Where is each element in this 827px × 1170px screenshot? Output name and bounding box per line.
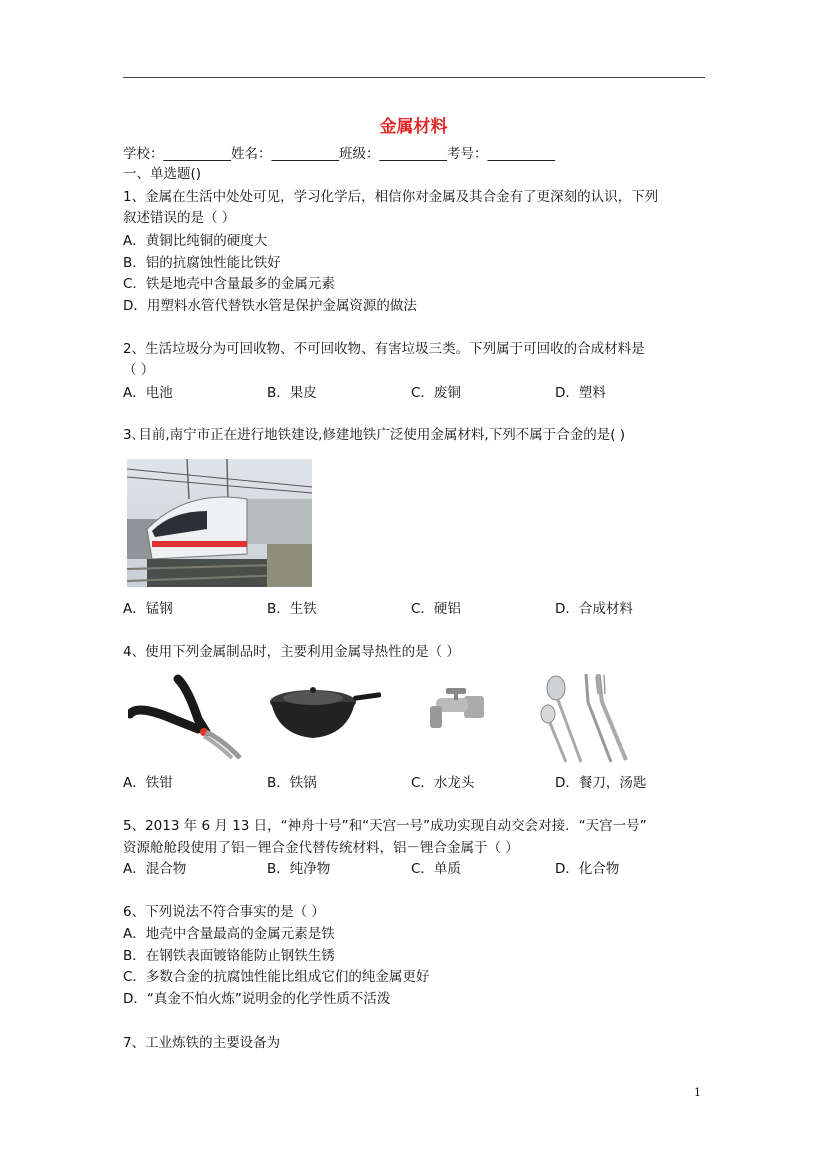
q5-option-a: A．混合物 (123, 861, 187, 877)
q4-option-c: C．水龙头 (411, 775, 475, 791)
wok-photo (268, 680, 383, 745)
q2-option-a: A．电池 (123, 385, 173, 401)
page-number: 1 (694, 1086, 701, 1099)
q2-stem-line1: 2、生活垃圾分为可回收物、不可回收物、有害垃圾三类。下列属于可回收的合成材料是 (123, 341, 645, 357)
cutlery-photo (536, 672, 641, 764)
q2-stem-line2: （ ） (123, 362, 155, 378)
q4-stem: 4、使用下列金属制品时，主要利用金属导热性的是（ ） (123, 644, 460, 660)
q3-stem: 3､目前,南宁市正在进行地铁建设,修建地铁广泛使用金属材料,下列不属于合金的是( ) (123, 427, 626, 443)
q1-option-c: C．铁是地壳中含量最多的金属元素 (123, 276, 335, 292)
q4-option-b: B．铁锅 (267, 775, 317, 791)
q3-option-a: A．锰钢 (123, 601, 173, 617)
q5-option-d: D．化合物 (555, 861, 620, 877)
q1-option-b: B．铝的抗腐蚀性能比铁好 (123, 255, 281, 271)
q2-option-d: D．塑料 (555, 385, 606, 401)
q1-option-a: A．黄铜比纯铜的硬度大 (123, 233, 268, 249)
q5-option-c: C．单质 (411, 861, 461, 877)
q5-stem-line1: 5、2013 年 6 月 13 日，“神舟十号”和“天宫一号”成功实现自动交会对接．“天宫一号” (123, 818, 647, 834)
q2-option-b: B．果皮 (267, 385, 317, 401)
q1-option-d: D．用塑料水管代替铁水管是保护金属资源的做法 (123, 298, 417, 314)
header-rule (123, 77, 705, 78)
student-info-line: 学校：__________姓名：__________班级：__________考号：__________ (123, 146, 555, 162)
q3-option-d: D．合成材料 (555, 601, 633, 617)
q4-option-d: D．餐刀，汤匙 (555, 775, 647, 791)
q2-option-c: C．废铜 (411, 385, 461, 401)
q5-option-b: B．纯净物 (267, 861, 331, 877)
q5-stem-line2: 资源舱舱段使用了铝－锂合金代替传统材料，铝－锂合金属于（ ） (123, 840, 519, 856)
q7-stem: 7、工业炼铁的主要设备为 (123, 1035, 281, 1051)
q6-stem: 6、下列说法不符合事实的是（ ） (123, 904, 325, 920)
q2-options (123, 383, 723, 403)
q5-options (123, 859, 723, 879)
page-title: 金属材料 (379, 117, 448, 137)
q3-option-c: C．硬铝 (411, 601, 461, 617)
faucet-photo (424, 686, 486, 736)
q6-option-d: D．“真金不怕火炼”说明金的化学性质不活泼 (123, 991, 391, 1007)
q4-option-a: A．铁钳 (123, 775, 173, 791)
subway-train-photo (127, 459, 312, 587)
q1-stem-line1: 1、金属在生活中处处可见，学习化学后，相信你对金属及其合金有了更深刻的认识，下列 (123, 189, 659, 205)
q6-option-a: A．地壳中含量最高的金属元素是铁 (123, 926, 335, 942)
q3-option-b: B．生铁 (267, 601, 317, 617)
q6-option-c: C．多数合金的抗腐蚀性能比组成它们的纯金属更好 (123, 969, 430, 985)
q1-stem-line2: 叙述错误的是（ ） (123, 210, 236, 226)
q6-option-b: B．在钢铁表面镀铬能防止钢铁生锈 (123, 948, 335, 964)
q4-options (123, 773, 723, 793)
q3-options (123, 599, 723, 619)
section-heading: 一、单选题() (123, 166, 202, 182)
pliers-photo (128, 674, 243, 759)
